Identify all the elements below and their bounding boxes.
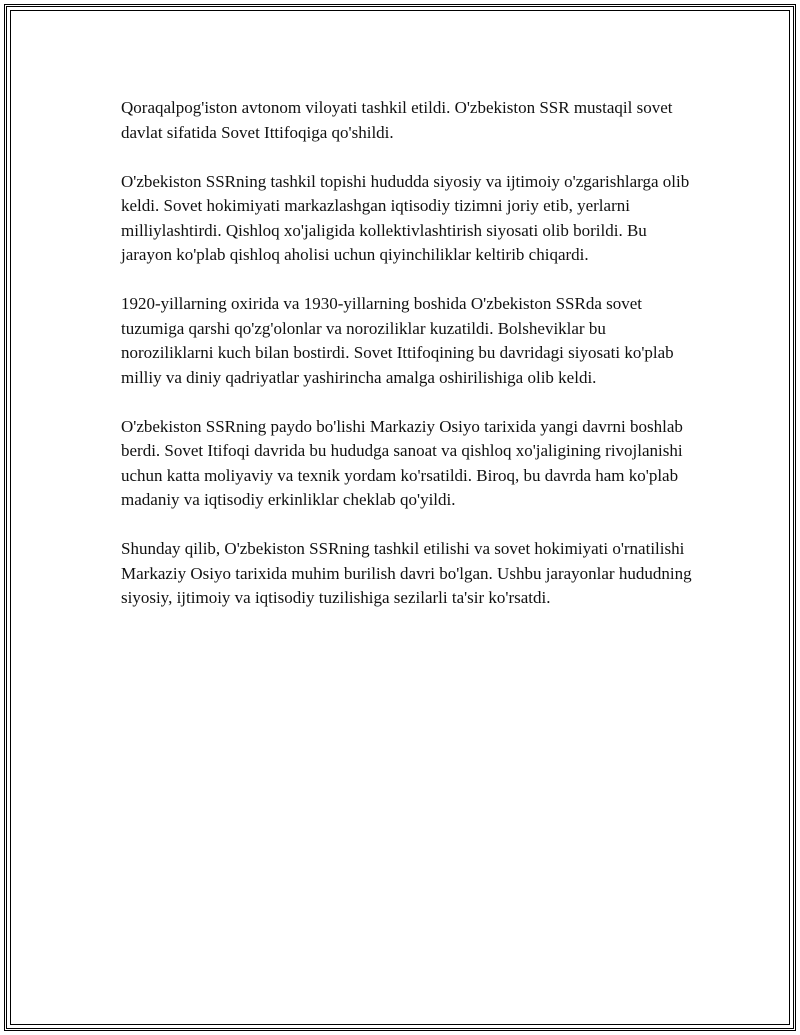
paragraph-4: O'zbekiston SSRning paydo bo'lishi Markaziy Osiyo tarixida yangi davrni boshlab berdi. Sovet Itifoqi davrida bu hududga sanoat va qishloq xo'jaligining rivojlanishi uchun katta moliyaviy va texnik yordam ko'rsatildi. Biroq, bu davrda ham ko'plab madaniy va iqtisodiy erkinliklar cheklab qo'yildi. [121,416,683,509]
document-page [4,4,796,1031]
paragraph-1: Qoraqalpog'iston avtonom viloyati tashkil etildi. O'zbekiston SSR mustaqil sovet davlat sifatida Sovet Ittifoqiga qo'shildi. [121,98,673,142]
paragraph-3: 1920-yillarning oxirida va 1930-yillarning boshida O'zbekiston SSRda sovet tuzumiga qarshi qo'zg'olonlar va noroziliklar kuzatildi. Bolsheviklar bu noroziliklarni kuch bilan bostirdi. Sovet Ittifoqining bu davridagi siyosati ko'plab milliy va diniy qadriyatlar yashirincha amalga oshirilishiga olib keldi. [121,294,674,387]
paragraph-5: Shunday qilib, O'zbekiston SSRning tashkil etilishi va sovet hokimiyati o'rnatilishi Markaziy Osiyo tarixida muhim burilish davri bo'lgan. Ushbu jarayonlar hududning siyosiy, ijtimoiy va iqtisodiy tuzilishiga sezilarli ta'sir ko'rsatdi. [121,539,692,607]
paragraph-2: O'zbekiston SSRning tashkil topishi hududda siyosiy va ijtimoiy o'zgarishlarga olib keldi. Sovet hokimiyati markazlashgan iqtisodiy tizimni joriy etib, yerlarni milliylashtirdi. Qishloq xo'jaligida kollektivlashtirish siyosati olib borildi. Bu jarayon ko'plab qishloq aholisi uchun qiyinchiliklar keltirib chiqardi. [121,171,690,264]
document-body [121,96,696,635]
